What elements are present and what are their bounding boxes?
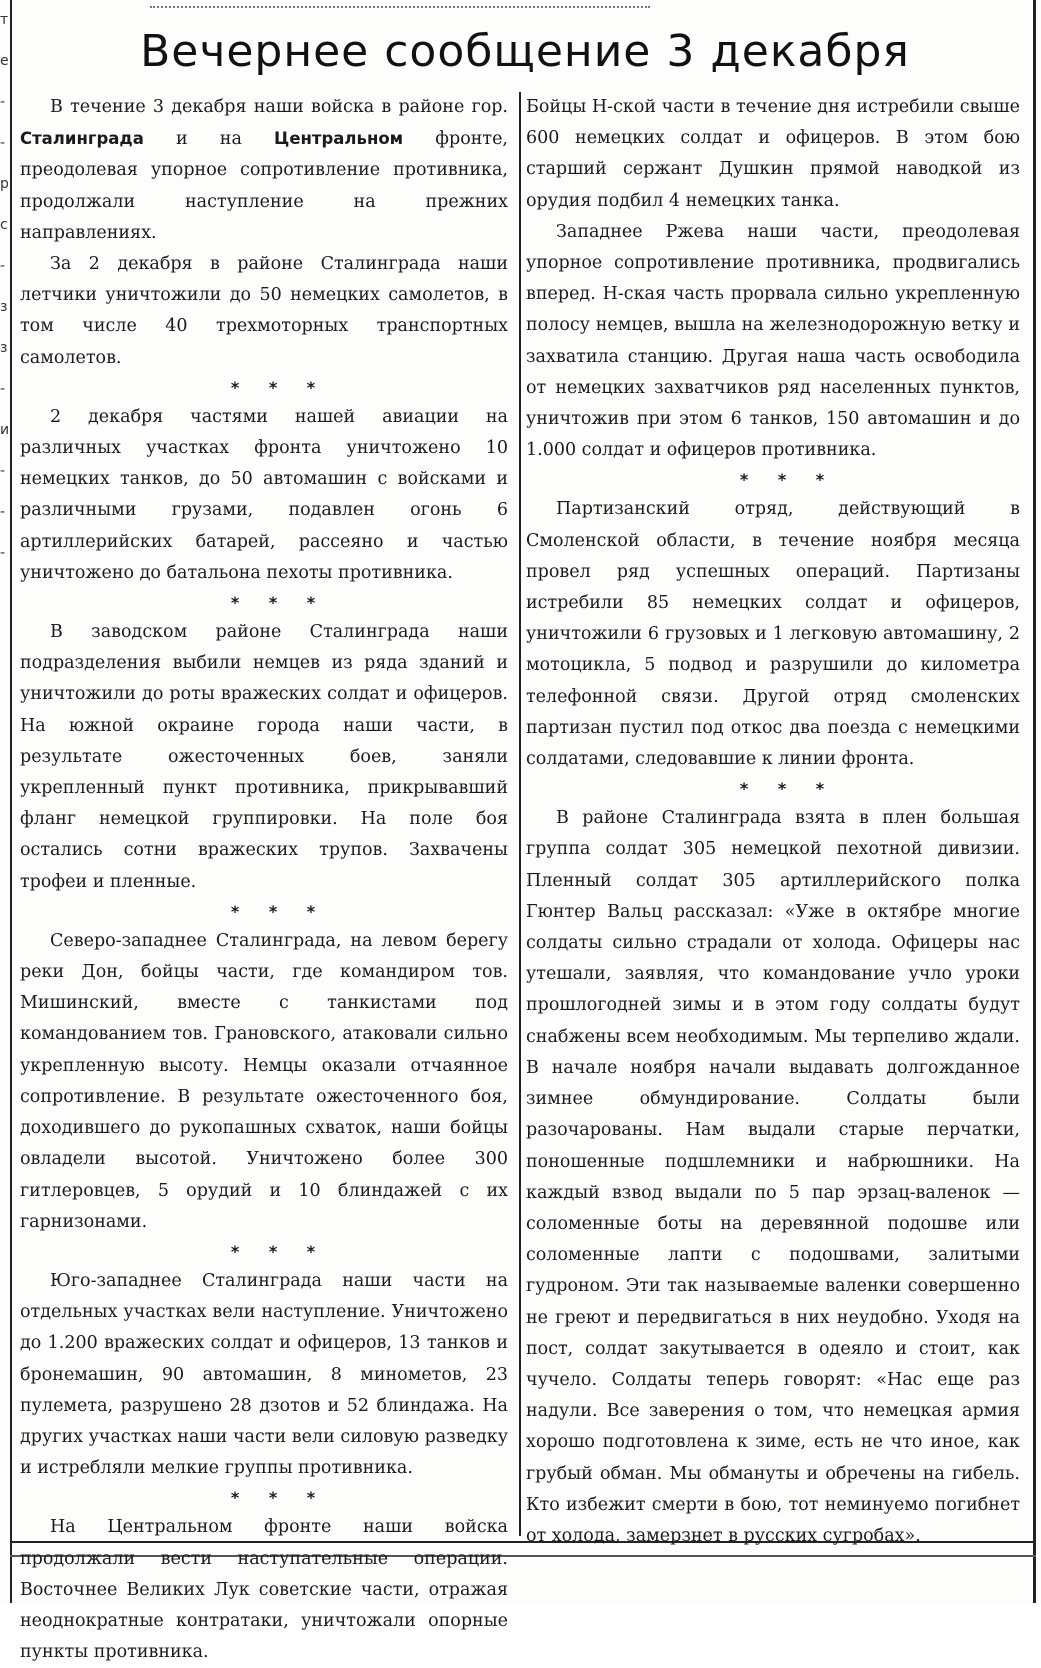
top-cut-line xyxy=(150,0,650,8)
paragraph-northwest: Северо-западнее Сталинграда, на левом берегу реки Дон, бойцы части, где командиром тов. Мишинский, вместе с танкистами под командованием тов. Грановского, атаковали сильно укрепленную высоту. Немцы оказали отчаянное сопротивление. В результате ожесточенного боя, доходившего до рукопашных схваток, наши бойцы овладели высотой. Уничтожено более 300 гитлеровцев, 5 орудий и 10 блиндажей с их гарнизонами. xyxy=(20,930,508,1232)
text-run: фронте, преодолевая упорное сопротивление противника, продолжали наступление на прежних направлениях. xyxy=(20,129,508,243)
margin-fragment: и xyxy=(0,422,10,438)
margin-fragment: с xyxy=(0,217,8,233)
paragraph-aviation-stalingrad: За 2 декабря в районе Сталинграда наши летчики уничтожили до 50 немецких самолетов, в том числе 40 трехмоторных транспортных самолетов. xyxy=(20,254,508,368)
left-column-rule xyxy=(10,0,12,1603)
article-headline: Вечернее сообщение 3 декабря xyxy=(140,26,910,77)
margin-fragment: - xyxy=(0,135,6,151)
section-separator: * * * xyxy=(230,1488,328,1508)
margin-fragment: р xyxy=(0,176,9,192)
right-column xyxy=(526,92,1020,1546)
text-run: и на xyxy=(143,129,275,150)
section-separator: * * * xyxy=(739,779,837,799)
margin-fragment: з xyxy=(0,299,8,315)
section-separator: * * * xyxy=(739,470,837,490)
paragraph-rzhev: Западнее Ржева наши части, преодолевая упорное сопротивление противника, продвигались вперед. Н-ская часть прорвала сильно укрепленную полосу немцев, вышла на железнодорожную ветку и захватила станцию. Другая наша часть освободила от немецких захватчиков ряд населенных пунктов, уничтожив при этом 6 танков, 150 автомашин и до 1.000 солдат и офицеров противника. xyxy=(526,221,1020,461)
section-separator: * * * xyxy=(230,901,328,921)
paragraph-continuation: Бойцы Н-ской части в течение дня истребили свыше 600 немецких солдат и офицеров. В этом бою старший сержант Душкин прямой наводкой из орудия подбил 4 немецких танка. xyxy=(526,97,1020,211)
city-name-bold: Сталинграда xyxy=(20,129,144,149)
left-margin-fragments xyxy=(0,0,10,1603)
margin-fragment: - xyxy=(0,94,6,110)
margin-fragment: е xyxy=(0,53,9,69)
margin-fragment: - xyxy=(0,504,6,520)
middle-column-rule xyxy=(519,92,521,1536)
paragraph-prisoner-testimony: В районе Сталинграда взята в плен большая группа солдат 305 немецкой пехотной дивизии. Пленный солдат 305 артиллерийского полка Гюнтер Вальц рассказал: «Уже в октябре многие солдаты сильно страдали от холода. Офицеры нас утешали, заявляя, что командование учло уроки прошлогодней зимы и в этом году солдаты будут снабжены всем необходимым. Мы терпеливо ждали. В начале ноября начали выдавать долгожданное зимнее обмундирование. Солдаты были разочарованы. Нам выдали старые перчатки, поношенные подшлемники и набрюшники. На каждый взвод выдали по 5 пар эрзац-валенок — соломенные боты на деревянной подошве или соломенные лапти с подошвами, залитыми гудроном. Эти так называемые валенки совершенно не греют и передвигаться в них неудобно. Уходя на пост, солдат закутывается в одеяло и стоит, как чучело. Солдаты теперь говорят: «Нас еще раз надули. Все заверения о том, что немецкая армия хорошо подготовлена к зиме, есть не что иное, как грубый обман. Мы обмануты и обречены на гибель. Кто избежит смерти в бою, тот неминуемо погибнет от холода, замерзнет в русских сугробах». xyxy=(526,808,1020,1546)
paragraph-southwest: Юго-западнее Сталинграда наши части на отдельных участках вели наступление. Уничтожено до 1.200 вражеских солдат и офицеров, 13 танков и бронемашин, 90 автомашин, 8 минометов, 23 пулемета, разрушено 28 дзотов и 52 блиндажа. На других участках наши части вели силовую разведку и истребляли мелкие группы противника. xyxy=(20,1270,508,1479)
margin-fragment: - xyxy=(0,545,6,561)
margin-fragment: - xyxy=(0,463,6,479)
margin-fragment: т xyxy=(0,12,9,28)
front-name-bold: Центральном xyxy=(274,129,404,149)
paragraph-aviation-fronts: 2 декабря частями нашей авиации на различных участках фронта уничтожено 10 немецких танков, до 50 автомашин с войсками и различными грузами, подавлен огонь 6 артиллерийских батарей, рассеяно и частью уничтожено до батальона пехоты противника. xyxy=(20,406,508,583)
section-separator: * * * xyxy=(230,1241,328,1261)
margin-fragment: - xyxy=(0,381,6,397)
paragraph-central-front: На Центральном фронте наши войска продолжали вести наступательные операции. Восточнее Великих Лук советские части, отражая неоднократные контратаки, уничтожали опорные пункты противника. xyxy=(20,1517,508,1663)
left-column xyxy=(20,92,508,1663)
paragraph-factory-district: В заводском районе Сталинграда наши подразделения выбили немцев из ряда зданий и уничтожили до роты вражеских солдат и офицеров. На южной окраине города наши части, в результате ожесточенных боев, заняли укрепленный пункт противника, прикрывавший фланг немецкой группировки. На поле боя остались сотни вражеских трупов. Захвачены трофеи и пленные. xyxy=(20,622,508,892)
section-separator: * * * xyxy=(230,593,328,613)
text-run: В течение 3 декабря наши войска в районе гор. xyxy=(50,97,508,117)
margin-fragment: з xyxy=(0,340,8,356)
right-column-rule xyxy=(1033,0,1036,1603)
paragraph-intro xyxy=(20,92,508,249)
section-separator: * * * xyxy=(230,377,328,397)
paragraph-partisans: Партизанский отряд, действующий в Смоленской области, в течение ноября месяца провел ряд успешных операций. Партизаны истребили 85 немецких солдат и офицеров, уничтожили 6 грузовых и 1 легковую автомашину, 2 мотоцикла, 5 подвод и разрушили до километра телефонной связи. Другой отряд смоленских партизан пустил под откос два поезда с немецкими солдатами, следовавшие к линии фронта. xyxy=(526,499,1020,770)
margin-fragment: - xyxy=(0,258,6,274)
